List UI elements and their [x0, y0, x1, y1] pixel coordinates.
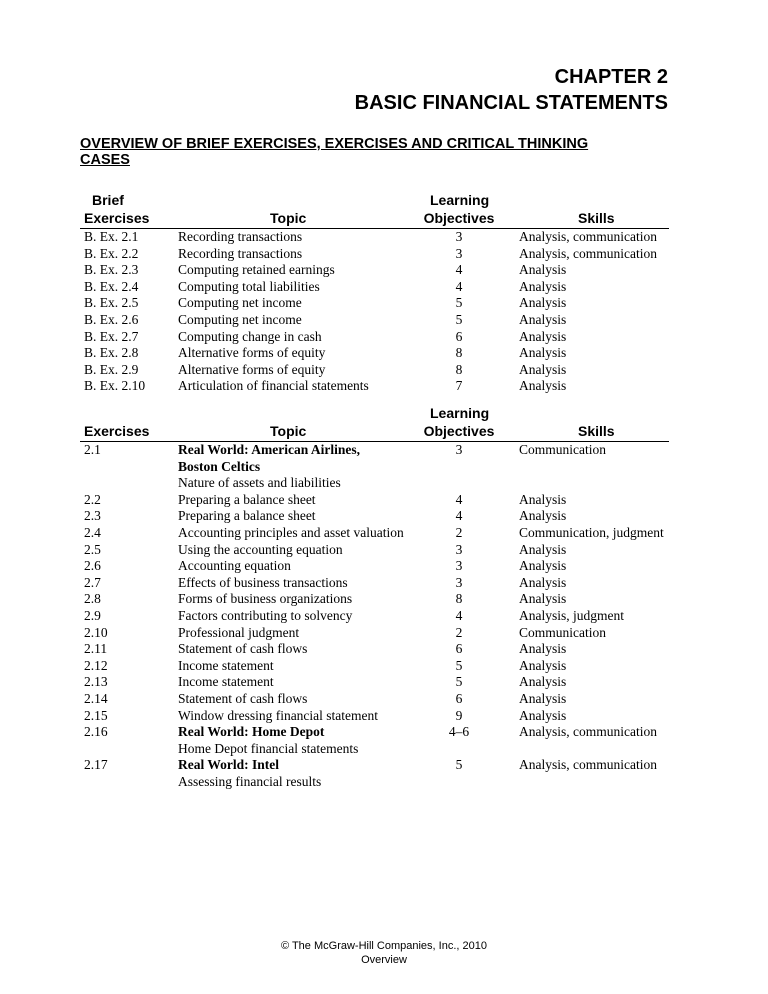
col-brief-label: Brief: [92, 192, 124, 208]
learning-objective-cell: 7: [455, 378, 463, 394]
topic-cell: Boston Celtics: [178, 458, 261, 474]
exercise-number: 2.2: [84, 491, 101, 507]
exercise-number: 2.6: [84, 558, 101, 574]
topic-cell: Recording transactions: [178, 229, 303, 244]
exercise-number: 2.5: [84, 541, 101, 557]
exercise-number: 2.4: [84, 524, 101, 540]
copyright-text: © The McGraw-Hill Companies, Inc., 2010: [281, 940, 487, 952]
skills-cell: Analysis: [519, 491, 567, 507]
skills-cell: Analysis, communication: [519, 757, 657, 773]
exercise-number: 2.3: [84, 508, 101, 524]
learning-objective-cell: 3: [455, 442, 463, 457]
learning-objective-cell: 4: [455, 508, 463, 524]
learning-objective-cell: 4: [455, 607, 463, 623]
table-row: [80, 608, 669, 625]
learning-objective-cell: 3: [455, 541, 463, 557]
topic-cell: Window dressing financial statement: [178, 707, 379, 723]
skills-cell: Communication: [519, 624, 606, 640]
exercise-number: 2.15: [84, 707, 108, 723]
table-row: [80, 508, 669, 525]
table-row: [80, 641, 669, 658]
exercises-table: [80, 404, 669, 790]
table-row: [80, 558, 669, 575]
exercise-number: B. Ex. 2.7: [84, 328, 139, 344]
exercise-number: 2.12: [84, 657, 108, 673]
topic-cell: Statement of cash flows: [178, 690, 308, 706]
skills-cell: Analysis: [519, 707, 567, 723]
topic-cell: Assessing financial results: [178, 773, 322, 789]
skills-cell: Communication, judgment: [519, 524, 664, 540]
table-row: [80, 442, 669, 459]
topic-cell: Computing change in cash: [178, 328, 322, 344]
col-learning-label: Learning: [430, 192, 490, 208]
learning-objective-cell: 4: [455, 262, 463, 278]
col-topic-label: Topic: [270, 423, 307, 439]
learning-objective-cell: 6: [455, 690, 463, 706]
learning-objective-cell: 3: [455, 229, 463, 244]
skills-cell: Analysis: [519, 295, 567, 311]
table-row: [80, 691, 669, 708]
skills-cell: Analysis: [519, 328, 567, 344]
topic-cell: Alternative forms of equity: [178, 345, 326, 361]
topic-cell: Factors contributing to solvency: [178, 607, 353, 623]
learning-objective-cell: 8: [455, 345, 463, 361]
exercise-number: 2.7: [84, 574, 101, 590]
page-footer: [0, 939, 768, 967]
skills-cell: Analysis: [519, 262, 567, 278]
exercise-number: 2.1: [84, 442, 101, 457]
exercise-number: 2.10: [84, 624, 108, 640]
chapter-number: CHAPTER 2: [554, 66, 668, 88]
col-exercises-label: Exercises: [84, 423, 150, 439]
table-row: [80, 378, 669, 395]
exercise-number: B. Ex. 2.6: [84, 311, 139, 327]
col-topic-label: Topic: [270, 210, 307, 226]
topic-cell: Computing retained earnings: [178, 262, 335, 278]
topic-cell: Accounting equation: [178, 558, 291, 574]
topic-cell: Nature of assets and liabilities: [178, 475, 341, 491]
learning-objective-cell: 6: [455, 328, 463, 344]
table-row: [80, 229, 669, 246]
skills-cell: Analysis, communication: [519, 245, 657, 261]
skills-cell: Analysis, communication: [519, 229, 657, 244]
exercise-number: B. Ex. 2.1: [84, 229, 139, 244]
topic-cell: Recording transactions: [178, 245, 303, 261]
learning-objective-cell: 4–6: [448, 724, 470, 740]
topic-cell: Income statement: [178, 657, 274, 673]
col-objectives-label: Objectives: [423, 423, 495, 439]
table-row: [80, 475, 669, 492]
skills-cell: Analysis: [519, 378, 567, 394]
skills-cell: Analysis: [519, 361, 567, 377]
table-row: [80, 279, 669, 296]
col-objectives-label: Objectives: [423, 210, 495, 226]
learning-objective-cell: 3: [455, 558, 463, 574]
table-row: [80, 312, 669, 329]
skills-cell: Analysis: [519, 311, 567, 327]
topic-cell: Computing net income: [178, 311, 302, 327]
topic-cell: Professional judgment: [178, 624, 300, 640]
learning-objective-cell: 4: [455, 491, 463, 507]
topic-cell: Home Depot financial statements: [178, 740, 359, 756]
skills-cell: Analysis: [519, 508, 567, 524]
exercise-number: 2.17: [84, 757, 108, 773]
brief-table-header: [80, 192, 669, 229]
skills-cell: Analysis: [519, 541, 567, 557]
learning-objective-cell: 4: [455, 278, 463, 294]
learning-objective-cell: 2: [455, 524, 463, 540]
table-row: [80, 525, 669, 542]
topic-cell: Computing net income: [178, 295, 302, 311]
exercise-number: 2.16: [84, 724, 108, 740]
skills-cell: Analysis: [519, 574, 567, 590]
exercises-table-header: [80, 404, 669, 442]
topic-cell: Effects of business transactions: [178, 574, 348, 590]
learning-objective-cell: 5: [455, 757, 463, 773]
overview-heading: OVERVIEW OF BRIEF EXERCISES, EXERCISES AND CRITICAL THINKING CASES: [80, 136, 589, 168]
topic-cell: Preparing a balance sheet: [178, 508, 316, 524]
skills-cell: Analysis, communication: [519, 724, 657, 740]
topic-cell: Real World: American Airlines,: [178, 442, 360, 457]
table-row: [80, 658, 669, 675]
learning-objective-cell: 2: [455, 624, 463, 640]
exercise-number: 2.9: [84, 607, 101, 623]
skills-cell: Analysis: [519, 591, 567, 607]
learning-objective-cell: 5: [455, 674, 463, 690]
exercise-number: B. Ex. 2.9: [84, 361, 139, 377]
exercises-table-body: [80, 442, 669, 790]
exercise-number: B. Ex. 2.3: [84, 262, 139, 278]
topic-cell: Articulation of financial statements: [178, 378, 369, 394]
table-row: [80, 625, 669, 642]
skills-cell: Communication: [519, 442, 606, 457]
learning-objective-cell: 8: [455, 591, 463, 607]
skills-cell: Analysis: [519, 345, 567, 361]
col-exercises-label: Exercises: [84, 210, 150, 226]
learning-objective-cell: 3: [455, 574, 463, 590]
topic-cell: Preparing a balance sheet: [178, 491, 316, 507]
table-row: [80, 741, 669, 758]
brief-exercises-table: [80, 192, 669, 395]
exercise-number: B. Ex. 2.5: [84, 295, 139, 311]
table-row: [80, 362, 669, 379]
topic-cell: Real World: Home Depot: [178, 724, 325, 740]
learning-objective-cell: 5: [455, 657, 463, 673]
table-row: [80, 345, 669, 362]
topic-cell: Alternative forms of equity: [178, 361, 326, 377]
exercise-number: B. Ex. 2.10: [84, 378, 146, 394]
learning-objective-cell: 5: [455, 311, 463, 327]
skills-cell: Analysis: [519, 641, 567, 657]
table-row: [80, 757, 669, 774]
table-row: [80, 591, 669, 608]
exercise-number: B. Ex. 2.8: [84, 345, 139, 361]
brief-table-body: [80, 229, 669, 395]
table-row: [80, 295, 669, 312]
exercise-number: B. Ex. 2.4: [84, 278, 139, 294]
learning-objective-cell: 8: [455, 361, 463, 377]
skills-cell: Analysis: [519, 657, 567, 673]
table-row: [80, 575, 669, 592]
table-row: [80, 708, 669, 725]
skills-cell: Analysis: [519, 690, 567, 706]
learning-objective-cell: 6: [455, 641, 463, 657]
skills-cell: Analysis: [519, 558, 567, 574]
table-row: [80, 262, 669, 279]
learning-objective-cell: 3: [455, 245, 463, 261]
skills-cell: Analysis: [519, 674, 567, 690]
topic-cell: Using the accounting equation: [178, 541, 343, 557]
table-row: [80, 724, 669, 741]
skills-cell: Analysis, judgment: [519, 607, 624, 623]
topic-cell: Statement of cash flows: [178, 641, 308, 657]
table-row: [80, 459, 669, 476]
col-skills-label: Skills: [578, 210, 615, 226]
skills-cell: Analysis: [519, 278, 567, 294]
table-row: [80, 246, 669, 263]
exercise-number: 2.14: [84, 690, 108, 706]
topic-cell: Real World: Intel: [178, 757, 279, 773]
col-skills-label: Skills: [578, 423, 615, 439]
exercise-number: 2.8: [84, 591, 101, 607]
col-learning-label: Learning: [430, 405, 490, 421]
table-row: [80, 674, 669, 691]
learning-objective-cell: 9: [455, 707, 463, 723]
topic-cell: Income statement: [178, 674, 274, 690]
table-row: [80, 774, 669, 791]
chapter-title: BASIC FINANCIAL STATEMENTS: [354, 92, 668, 114]
footer-label: Overview: [361, 954, 407, 966]
exercise-number: B. Ex. 2.2: [84, 245, 139, 261]
table-row: [80, 542, 669, 559]
table-row: [80, 329, 669, 346]
chapter-heading: [355, 64, 668, 116]
table-row: [80, 492, 669, 509]
topic-cell: Accounting principles and asset valuation: [178, 524, 404, 540]
learning-objective-cell: 5: [455, 295, 463, 311]
topic-cell: Forms of business organizations: [178, 591, 353, 607]
exercise-number: 2.13: [84, 674, 108, 690]
topic-cell: Computing total liabilities: [178, 278, 320, 294]
exercise-number: 2.11: [84, 641, 108, 657]
